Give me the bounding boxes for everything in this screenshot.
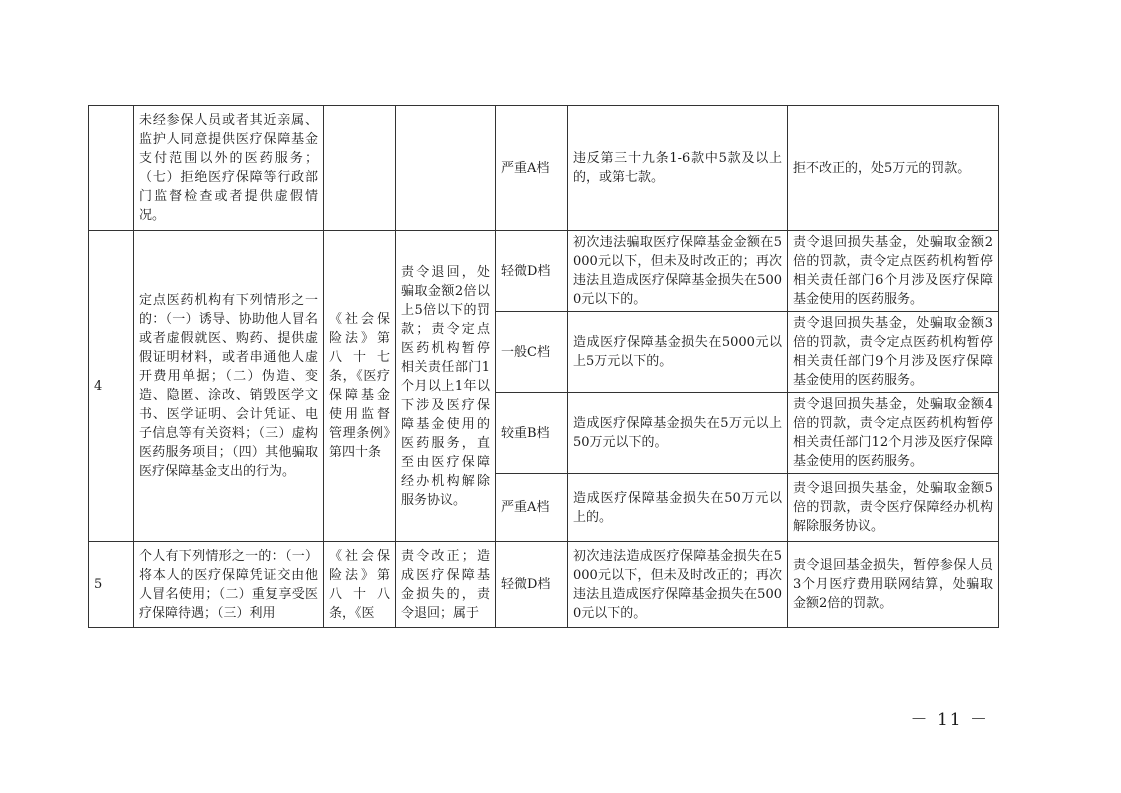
discretion-level: 轻微D档 <box>496 231 568 312</box>
penalty-provision <box>396 106 496 231</box>
penalty-measure: 责令退回基金损失，暂停参保人员3个月医疗费用联网结算，处骗取金额2倍的罚款。 <box>788 542 999 628</box>
discretion-criteria: 造成医疗保障基金损失在5万元以上50万元以下的。 <box>568 393 788 474</box>
penalty-measure: 责令退回损失基金，处骗取金额4倍的罚款，责令定点医药机构暂停相关责任部门12个月涉及医疗保障基金使用的医药服务。 <box>788 393 999 474</box>
penalty-provision: 责令改正；造成医疗保障基金损失的，责令退回；属于 <box>396 542 496 628</box>
item-number: 5 <box>89 542 134 628</box>
table-row <box>89 231 999 312</box>
legal-basis: 《社会保险法》第八十八条，《医 <box>324 542 396 628</box>
table-row <box>89 542 999 628</box>
page-number: － 11 － <box>910 710 989 730</box>
discretion-criteria: 造成医疗保障基金损失在5000元以上5万元以下的。 <box>568 312 788 393</box>
discretion-criteria: 初次违法造成医疗保障基金损失在5000元以下，但未及时改正的；再次违法且造成医疗保障基金损失在5000元以下的。 <box>568 542 788 628</box>
violation-situation: 定点医药机构有下列情形之一的：（一）诱导、协助他人冒名或者虚假就医、购药、提供虚假证明材料，或者串通他人虚开费用单据；（二）伪造、变造、隐匿、涂改、销毁医学文书、医学证明、会计凭证、电子信息等有关资料；（三）虚构医药服务项目；（四）其他骗取医疗保障基金支出的行为。 <box>134 231 324 542</box>
penalty-measure: 责令退回损失基金，处骗取金额5倍的罚款，责令医疗保障经办机构解除服务协议。 <box>788 474 999 542</box>
item-number: 4 <box>89 231 134 542</box>
discretion-level: 一般C档 <box>496 312 568 393</box>
table-row <box>89 106 999 231</box>
item-number <box>89 106 134 231</box>
discretion-level: 轻微D档 <box>496 542 568 628</box>
discretion-criteria: 造成医疗保障基金损失在50万元以上的。 <box>568 474 788 542</box>
penalty-standard-table <box>88 105 999 628</box>
penalty-measure: 拒不改正的，处5万元的罚款。 <box>788 106 999 231</box>
violation-situation: 个人有下列情形之一的：（一）将本人的医疗保障凭证交由他人冒名使用；（二）重复享受医疗保障待遇；（三）利用 <box>134 542 324 628</box>
discretion-criteria: 初次违法骗取医疗保障基金金额在5000元以下，但未及时改正的；再次违法且造成医疗保障基金损失在5000元以下的。 <box>568 231 788 312</box>
penalty-measure: 责令退回损失基金，处骗取金额2倍的罚款，责令定点医药机构暂停相关责任部门6个月涉及医疗保障基金使用的医药服务。 <box>788 231 999 312</box>
discretion-criteria: 违反第三十九条1-6款中5款及以上的，或第七款。 <box>568 106 788 231</box>
legal-basis <box>324 106 396 231</box>
legal-basis: 《社会保险法》第八十七条，《医疗保障基金使用监督管理条例》第四十条 <box>324 231 396 542</box>
discretion-level: 严重A档 <box>496 106 568 231</box>
discretion-level: 严重A档 <box>496 474 568 542</box>
discretion-level: 较重B档 <box>496 393 568 474</box>
penalty-measure: 责令退回损失基金，处骗取金额3倍的罚款，责令定点医药机构暂停相关责任部门9个月涉及医疗保障基金使用的医药服务。 <box>788 312 999 393</box>
penalty-provision: 责令退回，处骗取金额2倍以上5倍以下的罚款；责令定点医药机构暂停相关责任部门1个月以上1年以下涉及医疗保障基金使用的医药服务，直至由医疗保障经办机构解除服务协议。 <box>396 231 496 542</box>
violation-situation: 未经参保人员或者其近亲属、监护人同意提供医疗保障基金支付范围以外的医药服务；（七）拒绝医疗保障等行政部门监督检查或者提供虚假情况。 <box>134 106 324 231</box>
